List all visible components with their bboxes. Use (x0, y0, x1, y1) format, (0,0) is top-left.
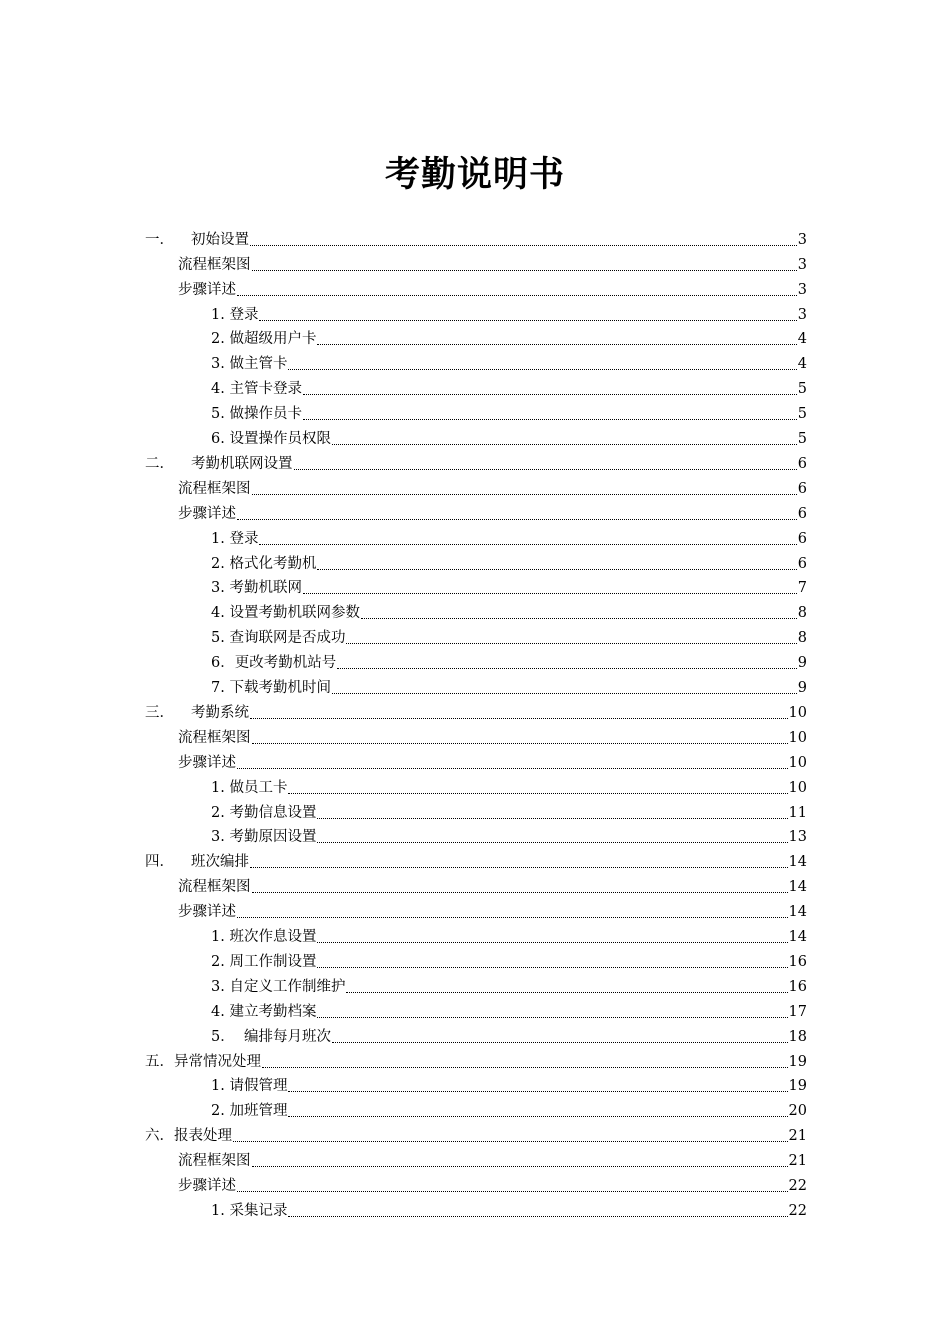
toc-dot-leader (259, 544, 796, 545)
toc-entry[interactable] (145, 1047, 807, 1072)
toc-page-number: 6 (797, 530, 807, 547)
toc-page-number: 6 (797, 455, 807, 472)
toc-dot-leader (252, 1166, 788, 1167)
toc-entry-number: 六． (145, 1128, 174, 1145)
toc-entry[interactable] (211, 1097, 807, 1122)
toc-entry[interactable] (145, 225, 807, 250)
toc-page-number: 11 (788, 804, 807, 821)
toc-entry-number: 5. (211, 406, 230, 423)
toc-entry-text: 流程框架图 (178, 1153, 251, 1170)
toc-entry-text: 步骤详述 (178, 904, 236, 921)
toc-entry-text: 考勤机联网设置 (191, 455, 293, 472)
toc-entry-label (211, 1002, 316, 1022)
toc-page-number: 14 (788, 904, 807, 921)
toc-entry-text: 加班管理 (229, 1103, 288, 1120)
toc-entry[interactable] (178, 499, 807, 524)
toc-entry[interactable] (211, 623, 807, 648)
toc-entry-number: 6． (211, 655, 235, 672)
toc-entry-number: 3. (211, 580, 230, 597)
toc-page-number: 7 (797, 580, 807, 597)
toc-page-number: 4 (797, 356, 807, 373)
toc-entry-label (211, 952, 316, 972)
toc-page-number: 5 (797, 381, 807, 398)
toc-entry-label (211, 653, 336, 673)
toc-entry-number: 2. (211, 1103, 230, 1120)
toc-dot-leader (250, 718, 788, 719)
toc-dot-leader (237, 917, 788, 918)
toc-page-number: 3 (797, 256, 807, 273)
toc-page-number: 14 (788, 879, 807, 896)
toc-entry-label (211, 429, 331, 449)
toc-page-number: 14 (788, 854, 807, 871)
toc-dot-leader (303, 394, 797, 395)
toc-dot-leader (250, 245, 797, 246)
toc-entry[interactable] (211, 823, 807, 848)
toc-entry-text: 做操作员卡 (229, 406, 302, 423)
toc-entry-text: 步骤详述 (178, 505, 236, 522)
toc-entry[interactable] (211, 947, 807, 972)
toc-entry[interactable] (211, 325, 807, 350)
toc-dot-leader (361, 618, 797, 619)
toc-dot-leader (332, 693, 797, 694)
toc-entry[interactable] (178, 250, 807, 275)
toc-entry-label (178, 1176, 236, 1196)
toc-entry[interactable] (178, 897, 807, 922)
toc-entry-label (211, 329, 316, 349)
toc-dot-leader (250, 867, 788, 868)
toc-entry-label (211, 578, 302, 598)
toc-entry-label (211, 529, 258, 549)
toc-entry[interactable] (211, 399, 807, 424)
toc-entry-label (211, 379, 302, 399)
toc-entry-label (211, 603, 360, 623)
toc-entry-text: 考勤原因设置 (229, 829, 317, 846)
toc-dot-leader (252, 270, 797, 271)
toc-entry-text: 考勤信息设置 (229, 804, 317, 821)
toc-dot-leader (317, 967, 787, 968)
toc-entry-number: 1. (211, 779, 230, 796)
toc-entry-label (145, 1052, 261, 1072)
toc-entry[interactable] (178, 1171, 807, 1196)
toc-entry[interactable] (211, 424, 807, 449)
toc-entry[interactable] (178, 474, 807, 499)
toc-page-number: 6 (797, 505, 807, 522)
toc-dot-leader (303, 419, 797, 420)
toc-entry-number: 3. (211, 356, 230, 373)
toc-entry-number: 二． (145, 455, 174, 472)
toc-entry-text: 建立考勤档案 (229, 1003, 317, 1020)
toc-entry-number: 4. (211, 1003, 230, 1020)
toc-entry-text: 报表处理 (174, 1128, 232, 1145)
toc-entry-label (178, 479, 251, 499)
toc-entry-text: 设置考勤机联网参数 (229, 605, 360, 622)
toc-page-number: 9 (797, 680, 807, 697)
toc-dot-leader (317, 344, 796, 345)
toc-entry-label (211, 354, 287, 374)
toc-entry-label (211, 927, 316, 947)
toc-page-number: 17 (788, 1003, 807, 1020)
toc-entry-label (178, 902, 236, 922)
toc-dot-leader (237, 768, 788, 769)
toc-page-number: 8 (797, 630, 807, 647)
toc-entry-label (211, 1027, 331, 1047)
toc-page-number: 21 (788, 1128, 807, 1145)
toc-entry-text: 登录 (229, 306, 259, 323)
toc-entry-label (211, 628, 345, 648)
toc-page-number: 19 (788, 1078, 807, 1095)
toc-entry[interactable] (211, 972, 807, 997)
toc-entry-text: 步骤详述 (178, 281, 236, 298)
toc-entry-text: 步骤详述 (178, 1178, 236, 1195)
toc-dot-leader (288, 1116, 787, 1117)
toc-dot-leader (262, 1067, 788, 1068)
toc-entry-label (145, 454, 293, 474)
toc-entry-number: 5． (211, 1028, 235, 1045)
toc-entry-text: 下载考勤机时间 (229, 680, 331, 697)
toc-page-number: 3 (797, 306, 807, 323)
toc-entry-text: 流程框架图 (178, 480, 251, 497)
toc-entry-label (211, 803, 316, 823)
toc-entry-label (211, 554, 316, 574)
toc-page-number: 10 (788, 729, 807, 746)
toc-entry[interactable] (145, 449, 807, 474)
toc-entry-label (178, 728, 251, 748)
toc-entry-number: 1. (211, 306, 230, 323)
toc-entry-text: 设置操作员权限 (229, 431, 331, 448)
toc-entry[interactable] (178, 872, 807, 897)
toc-entry[interactable] (178, 1146, 807, 1171)
toc-page-number: 3 (797, 231, 807, 248)
toc-page-number: 6 (797, 480, 807, 497)
toc-page-number: 16 (788, 978, 807, 995)
toc-entry[interactable] (211, 1072, 807, 1097)
toc-page-number: 14 (788, 929, 807, 946)
toc-entry-text: 初始设置 (191, 231, 249, 248)
toc-entry-label (211, 1101, 287, 1121)
toc-dot-leader (346, 992, 787, 993)
toc-entry-text: 做超级用户卡 (229, 331, 317, 348)
toc-entry-label (211, 827, 316, 847)
toc-entry-text: 主管卡登录 (229, 381, 302, 398)
toc-dot-leader (317, 1017, 787, 1018)
toc-dot-leader (294, 469, 797, 470)
toc-entry-label (178, 1151, 251, 1171)
toc-entry-number: 2. (211, 331, 230, 348)
toc-page-number: 10 (788, 779, 807, 796)
toc-page-number: 22 (788, 1202, 807, 1219)
toc-dot-leader (288, 1216, 787, 1217)
toc-entry-label (211, 778, 287, 798)
toc-entry-number: 3. (211, 829, 230, 846)
toc-page-number: 22 (788, 1178, 807, 1195)
toc-entry-text: 流程框架图 (178, 729, 251, 746)
toc-entry[interactable] (211, 673, 807, 698)
toc-entry-label (211, 977, 345, 997)
toc-entry-number: 3. (211, 978, 230, 995)
toc-entry-number: 四． (145, 854, 174, 871)
toc-dot-leader (237, 295, 797, 296)
toc-entry-label (211, 1201, 287, 1221)
toc-page-number: 16 (788, 953, 807, 970)
toc-dot-leader (288, 1091, 787, 1092)
toc-entry-text: 登录 (229, 530, 259, 547)
toc-entry-text: 格式化考勤机 (229, 555, 317, 572)
toc-entry[interactable] (145, 848, 807, 873)
toc-dot-leader (237, 1191, 788, 1192)
toc-entry-text: 请假管理 (229, 1078, 288, 1095)
toc-entry-number: 1. (211, 1078, 230, 1095)
toc-entry-number: 2. (211, 555, 230, 572)
toc-entry[interactable] (211, 1196, 807, 1221)
toc-dot-leader (259, 320, 796, 321)
toc-entry-number: 2. (211, 953, 230, 970)
toc-entry-number: 五． (145, 1053, 174, 1070)
toc-entry[interactable] (211, 773, 807, 798)
toc-entry-label (211, 305, 258, 325)
toc-page-number: 5 (797, 406, 807, 423)
toc-entry-text: 步骤详述 (178, 754, 236, 771)
toc-entry[interactable] (178, 723, 807, 748)
toc-entry-label (211, 404, 302, 424)
toc-entry-text: 班次作息设置 (229, 929, 317, 946)
toc-page-number: 8 (797, 605, 807, 622)
toc-dot-leader (346, 643, 796, 644)
toc-entry-text: 流程框架图 (178, 879, 251, 896)
toc-entry-label (178, 255, 251, 275)
toc-page-number: 10 (788, 754, 807, 771)
toc-entry-text: 班次编排 (191, 854, 249, 871)
toc-dot-leader (237, 519, 797, 520)
toc-entry[interactable] (211, 648, 807, 673)
toc-entry-label (211, 678, 331, 698)
toc-entry[interactable] (145, 1121, 807, 1146)
toc-entry-number: 4. (211, 381, 230, 398)
toc-page-number: 19 (788, 1053, 807, 1070)
toc-entry[interactable] (178, 748, 807, 773)
toc-dot-leader (252, 494, 797, 495)
toc-dot-leader (233, 1141, 788, 1142)
toc-entry[interactable] (211, 549, 807, 574)
toc-entry-label (178, 753, 236, 773)
toc-entry-text: 编排每月班次 (234, 1028, 331, 1045)
toc-page-number: 3 (797, 281, 807, 298)
toc-entry-text: 流程框架图 (178, 256, 251, 273)
toc-entry-label (145, 230, 249, 250)
toc-entry[interactable] (211, 599, 807, 624)
toc-entry-number: 4. (211, 605, 230, 622)
toc-dot-leader (288, 369, 796, 370)
toc-entry-number: 三． (145, 704, 174, 721)
toc-entry-label (145, 1126, 232, 1146)
toc-entry-label (178, 280, 236, 300)
toc-page-number: 13 (788, 829, 807, 846)
toc-entry-label (178, 877, 251, 897)
toc-entry-text: 做员工卡 (229, 779, 288, 796)
toc-dot-leader (317, 818, 787, 819)
toc-dot-leader (332, 1042, 788, 1043)
toc-dot-leader (252, 743, 788, 744)
toc-entry-label (145, 703, 249, 723)
toc-entry-text: 做主管卡 (229, 356, 288, 373)
toc-entry[interactable] (211, 1022, 807, 1047)
toc-page-number: 9 (797, 655, 807, 672)
toc-entry[interactable] (211, 922, 807, 947)
toc-entry-text: 更改考勤机站号 (234, 655, 337, 672)
toc-dot-leader (303, 593, 797, 594)
toc-entry[interactable] (211, 997, 807, 1022)
toc-entry-number: 1. (211, 530, 230, 547)
document-title: 考勤说明书 (384, 155, 565, 196)
toc-entry-label (145, 852, 249, 872)
toc-entry-text: 自定义工作制维护 (229, 978, 346, 995)
toc-page-number: 5 (797, 431, 807, 448)
toc-entry[interactable] (178, 275, 807, 300)
toc-entry-number: 一． (145, 231, 174, 248)
toc-entry-text: 考勤机联网 (229, 580, 302, 597)
toc-dot-leader (337, 668, 797, 669)
toc-dot-leader (317, 842, 787, 843)
toc-entry[interactable] (211, 374, 807, 399)
toc-entry[interactable] (211, 574, 807, 599)
toc-entry-text: 查询联网是否成功 (229, 630, 346, 647)
toc-entry-label (211, 1076, 287, 1096)
toc-dot-leader (252, 892, 788, 893)
toc-entry[interactable] (211, 350, 807, 375)
toc-dot-leader (317, 569, 796, 570)
toc-page-number: 18 (788, 1028, 807, 1045)
toc-entry-number: 7. (211, 680, 230, 697)
toc-entry-number: 2. (211, 804, 230, 821)
toc-page-number: 4 (797, 331, 807, 348)
toc-dot-leader (288, 793, 787, 794)
toc-page-number: 21 (788, 1153, 807, 1170)
toc-entry-number: 1. (211, 929, 230, 946)
toc-page-number: 10 (788, 704, 807, 721)
toc-entry-text: 采集记录 (229, 1202, 288, 1219)
toc-page-number: 6 (797, 555, 807, 572)
toc-entry[interactable] (211, 524, 807, 549)
toc-entry-text: 周工作制设置 (229, 953, 317, 970)
toc-dot-leader (317, 942, 787, 943)
toc-entry[interactable] (145, 698, 807, 723)
toc-entry[interactable] (211, 798, 807, 823)
toc-entry-text: 考勤系统 (191, 704, 249, 721)
toc-entry[interactable] (211, 300, 807, 325)
toc-entry-label (178, 504, 236, 524)
toc-entry-number: 5. (211, 630, 230, 647)
toc-entry-text: 异常情况处理 (174, 1053, 261, 1070)
toc-dot-leader (332, 444, 797, 445)
toc-entry-number: 6. (211, 431, 230, 448)
toc-page-number: 20 (788, 1103, 807, 1120)
toc-entry-number: 1. (211, 1202, 230, 1219)
